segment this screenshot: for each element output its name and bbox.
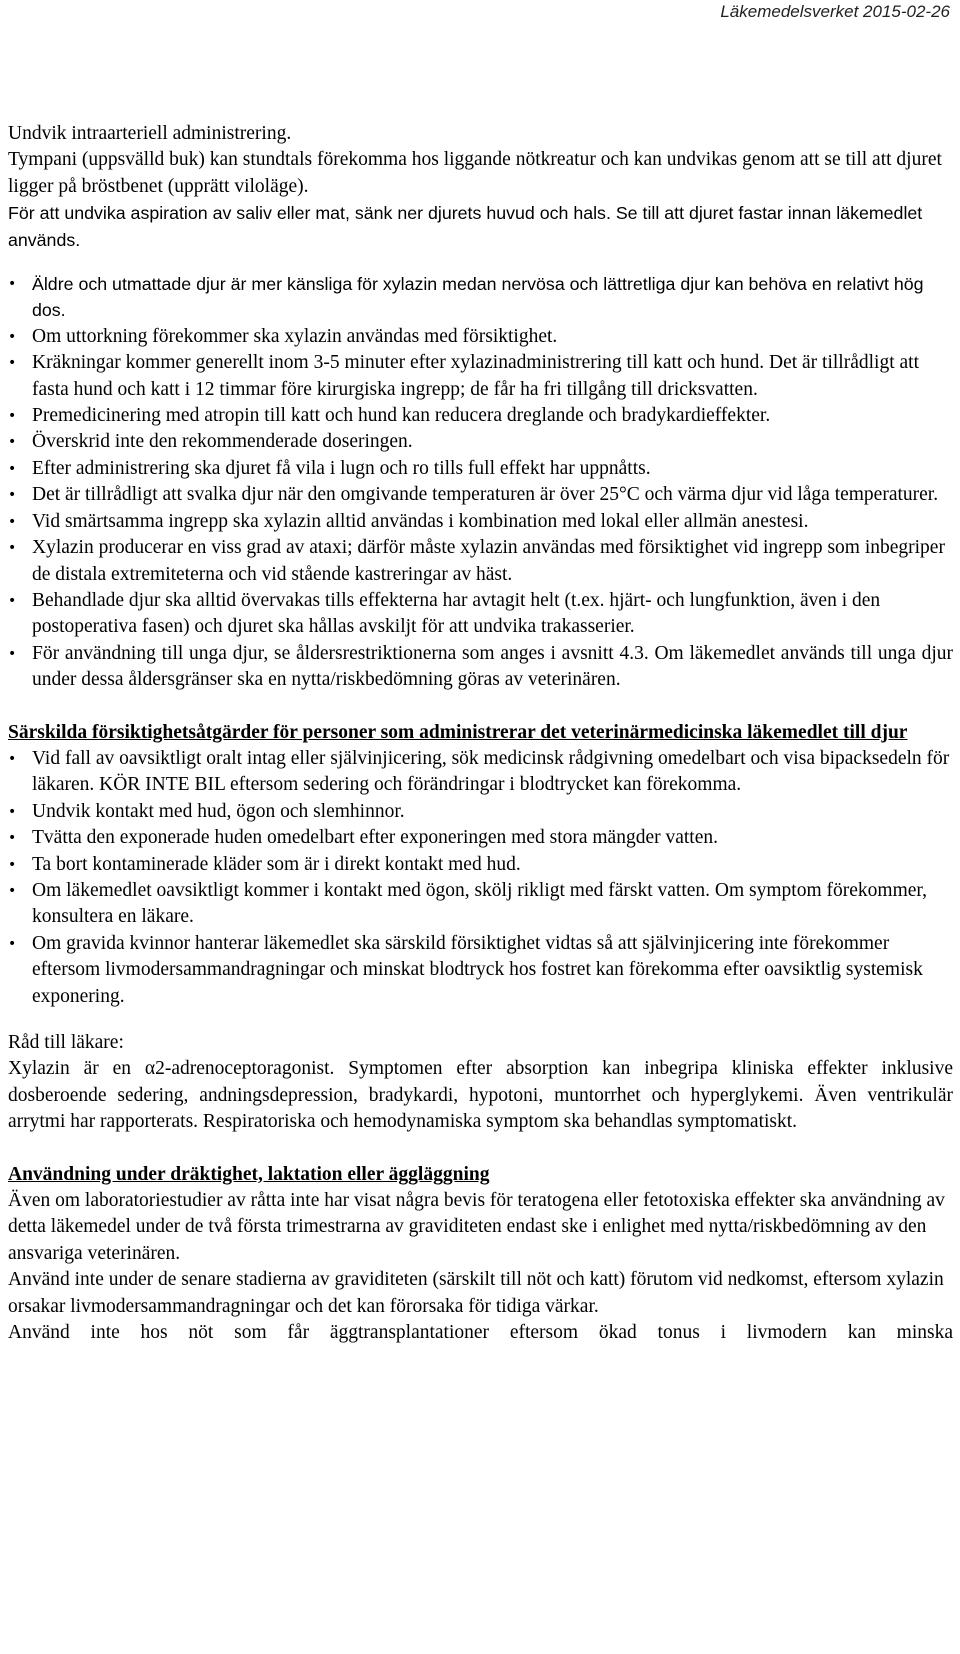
- list-item: • Om uttorkning förekommer ska xylazin användas med försiktighet.: [8, 324, 953, 350]
- list-item: • Det är tillrådligt att svalka djur när den omgivande temperaturen är över 25°C och värma djur vid låga temperaturer.: [8, 482, 953, 508]
- list-item: • Xylazin producerar en viss grad av ataxi; därför måste xylazin användas med försiktighet vid ingrepp som inbegriper de distala extremiteterna och vid stående kastreringar av häst.: [8, 535, 953, 588]
- list-item: • Äldre och utmattade djur är mer känsliga för xylazin medan nervösa och lättretliga djur kan behöva en relativt hög dos.: [8, 271, 953, 324]
- list-item: • Tvätta den exponerade huden omedelbart efter exponeringen med stora mängder vatten.: [8, 825, 953, 851]
- operator-precautions-list: [8, 746, 953, 1010]
- list-item: • Vid fall av oavsiktligt oralt intag eller självinjicering, sök medicinsk rådgivning omedelbart och visa bipacksedeln för läkaren. KÖR INTE BIL eftersom sedering och förändringar i blodtrycket kan förekomma.: [8, 746, 953, 799]
- precautions-list: [8, 271, 953, 694]
- document-body: [8, 121, 953, 1346]
- list-item: • Överskrid inte den rekommenderade doseringen.: [8, 429, 953, 455]
- list-item: • Premedicinering med atropin till katt och hund kan reducera dreglande och bradykardieffekter.: [8, 403, 953, 429]
- list-item: • Ta bort kontaminerade kläder som är i direkt kontakt med hud.: [8, 852, 953, 878]
- pregnancy-paragraph-3: Använd inte hos nöt som får äggtransplantationer eftersom ökad tonus i livmodern kan minska: [8, 1322, 953, 1344]
- list-item: • Om gravida kvinnor hanterar läkemedlet ska särskild försiktighet vidtas så att självinjicering inte förekommer eftersom livmodersammandragningar och minskat blodtryck hos fostret kan förekomma efter oavsiktlig systemisk exponering.: [8, 931, 953, 1010]
- pregnancy-paragraph-1: Även om laboratoriestudier av råtta inte har visat några bevis för teratogena eller fetotoxiska effekter ska användning av detta läkemedel under de två första trimestrarna av graviditeten endast ske i enlighet med nytta/riskbedömning av den ansvariga veterinären.: [8, 1190, 945, 1264]
- section-heading-pregnancy: Användning under dräktighet, laktation eller äggläggning: [8, 1163, 490, 1185]
- list-item: • För användning till unga djur, se åldersrestriktionerna som anges i avsnitt 4.3. Om läkemedlet används till unga djur under dessa åldersgränser ska en nytta/riskbedömning göras av veterinären.: [8, 641, 953, 694]
- intro-line-1: Undvik intraarteriell administrering.: [8, 123, 292, 144]
- list-item: • Om läkemedlet oavsiktligt kommer i kontakt med ögon, skölj rikligt med färskt vatten. Om symptom förekommer, konsultera en läkare.: [8, 878, 953, 931]
- intro-sans-paragraph: För att undvika aspiration av saliv eller mat, sänk ner djurets huvud och hals. Se till att djuret fastar innan läkemedlet används.: [8, 203, 923, 250]
- list-item: • Efter administrering ska djuret få vila i lugn och ro tills full effekt har uppnåtts.: [8, 456, 953, 482]
- intro-line-2: Tympani (uppsvälld buk) kan stundtals förekomma hos liggande nötkreatur och kan undvikas genom att se till att djuret ligger på bröstbenet (upprätt viloläge).: [8, 149, 942, 197]
- list-item: • Vid smärtsamma ingrepp ska xylazin alltid användas i kombination med lokal eller allmän anestesi.: [8, 509, 953, 535]
- pregnancy-paragraph-2: Använd inte under de senare stadierna av graviditeten (särskilt till nöt och katt) förutom vid nedkomst, eftersom xylazin orsakar livmodersammandragningar och det kan förorsaka för tidiga värkar.: [8, 1269, 944, 1317]
- advice-label: Råd till läkare:: [8, 1032, 124, 1053]
- list-item: • Undvik kontakt med hud, ögon och slemhinnor.: [8, 799, 953, 825]
- section-heading-operator-precautions: Särskilda försiktighetsåtgärder för personer som administrerar det veterinärmedicinska läkemedlet till djur: [8, 721, 908, 743]
- advice-text: Xylazin är en α2-adrenoceptoragonist. Symptomen efter absorption kan inbegripa kliniska effekter inklusive dosberoende sedering, andningsdepression, bradykardi, hypotoni, muntorrhet och hyperglykemi. Även ventrikulär arrytmi har rapporterats. Respiratoriska och hemodynamiska symptom ska behandlas symptomatiskt.: [8, 1058, 953, 1133]
- list-item: • Kräkningar kommer generellt inom 3-5 minuter efter xylazinadministrering till katt och hund. Det är tillrådligt att fasta hund och katt i 12 timmar före kirurgiska ingrepp; de får ha fri tillgång till dricksvatten.: [8, 350, 953, 403]
- list-item: • Behandlade djur ska alltid övervakas tills effekterna har avtagit helt (t.ex. hjärt- och lungfunktion, även i den postoperativa fasen) och djuret ska hållas avskiljt för att undvika trakasserier.: [8, 588, 953, 641]
- page-header: Läkemedelsverket 2015-02-26: [720, 2, 950, 21]
